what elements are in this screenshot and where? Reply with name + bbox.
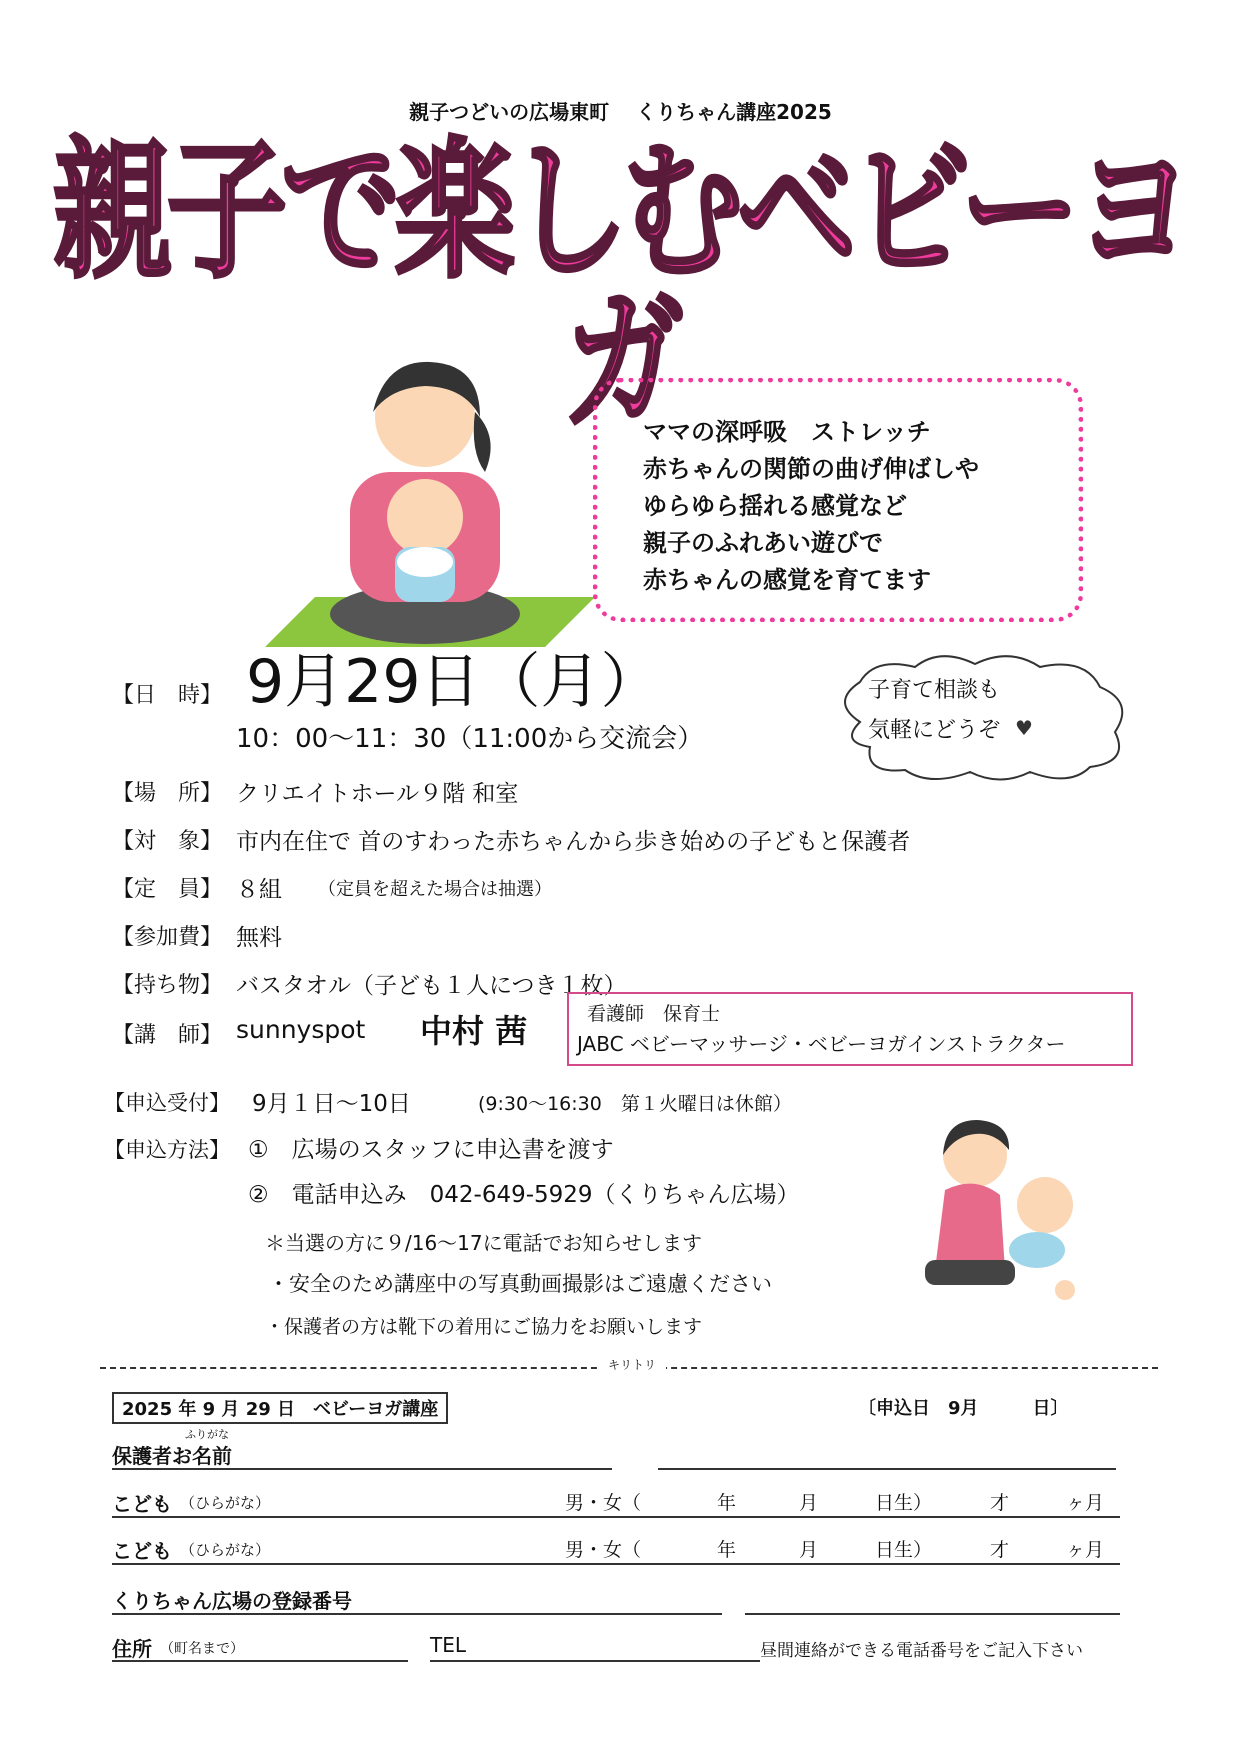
child-field[interactable] <box>112 1563 1120 1565</box>
child-gender: 男・女（ 年 月 日生） <box>565 1492 933 1514</box>
child-field[interactable] <box>112 1516 1120 1518</box>
child-hint: （ひらがな） <box>180 1541 271 1559</box>
target-value: 市内在住で 首のすわった赤ちゃんから歩き始めの子どもと保護者 <box>236 829 911 855</box>
heart-icon: ♥ <box>1015 716 1033 740</box>
place-value: クリエイトホール９階 和室 <box>236 781 519 807</box>
target-label: 【対 象】 <box>112 829 223 854</box>
note-line: ・安全のため講座中の写真動画撮影はご遠慮ください <box>268 1272 772 1296</box>
method-line: ① 広場のスタッフに申込書を渡す <box>248 1137 614 1163</box>
date-label: 【日 時】 <box>112 683 223 708</box>
address-label: 住所 <box>112 1637 152 1661</box>
child-label: こども <box>112 1539 172 1563</box>
teacher-label: 【講 師】 <box>112 1023 223 1048</box>
apply-date: 〔申込日 9月 日〕 <box>858 1398 1069 1419</box>
mother-baby-yoga-illustration <box>235 352 605 657</box>
fee-label: 【参加費】 <box>112 925 223 950</box>
capacity-value: ８組 <box>236 877 282 903</box>
tel-label: TEL <box>430 1633 466 1657</box>
capacity-note: （定員を超えた場合は抽選） <box>318 879 552 900</box>
registration-label: くりちゃん広場の登録番号 <box>112 1589 352 1613</box>
bring-value: バスタオル（子ども１人につき１枚） <box>236 973 627 999</box>
feature-line: 赤ちゃんの関節の曲げ伸ばしや <box>643 455 979 483</box>
apply-note: (9:30～16:30 第１火曜日は休館） <box>478 1093 792 1115</box>
guardian-name-field[interactable] <box>112 1468 612 1470</box>
address-hint: （町名まで） <box>160 1641 244 1657</box>
capacity-label: 【定 員】 <box>112 877 223 902</box>
form-title: 2025 年 9 月 29 日 ベビーヨガ講座 <box>112 1392 448 1424</box>
child-label: こども <box>112 1492 172 1516</box>
apply-value: 9月１日～10日 <box>252 1091 411 1117</box>
feature-line: 親子のふれあい遊びで <box>643 529 883 557</box>
furigana-label: ふりがな <box>185 1428 229 1441</box>
event-date: 9月29日（月） <box>246 647 661 717</box>
registration-extra-field[interactable] <box>745 1613 1120 1615</box>
child-age: 才 ヶ月 <box>990 1492 1105 1514</box>
feature-line: ママの深呼吸 ストレッチ <box>643 418 931 446</box>
credential-line: JABC ベビーマッサージ・ベビーヨガインストラクター <box>577 1032 1066 1056</box>
child-gender: 男・女（ 年 月 日生） <box>565 1539 933 1561</box>
teacher-org: sunnyspot <box>236 1015 366 1044</box>
mother-baby-massage-illustration <box>905 1110 1095 1310</box>
note-line: ＊当選の方に９/16～17に電話でお知らせします <box>265 1231 703 1255</box>
note-line: ・保護者の方は靴下の着用にご協力をお願いします <box>265 1316 703 1338</box>
method-label: 【申込方法】 <box>104 1138 230 1162</box>
tel-note: 昼間連絡ができる電話番号をご記入下さい <box>760 1641 1083 1661</box>
teacher-name: 中村 茜 <box>420 1012 528 1050</box>
cloud-line: 子育て相談も <box>868 678 1001 703</box>
place-label: 【場 所】 <box>112 781 223 806</box>
child-hint: （ひらがな） <box>180 1494 271 1512</box>
page-title: 親子で楽しむベビーヨガ <box>52 125 1189 450</box>
address-field[interactable] <box>112 1660 408 1662</box>
feature-line: 赤ちゃんの感覚を育てます <box>643 566 931 594</box>
cloud-line: 気軽にどうぞ <box>868 718 1001 743</box>
header-text: 親子つどいの広場東町 くりちゃん講座2025 <box>409 100 832 124</box>
registration-field[interactable] <box>112 1613 722 1615</box>
apply-label: 【申込受付】 <box>104 1091 230 1115</box>
cut-label: キリトリ <box>598 1356 666 1373</box>
guardian-label: 保護者お名前 <box>112 1444 232 1468</box>
method-line: ② 電話申込み 042-649-5929（くりちゃん広場） <box>248 1182 800 1208</box>
bring-label: 【持ち物】 <box>112 973 223 998</box>
feature-line: ゆらゆら揺れる感覚など <box>643 492 907 520</box>
credential-line: 看護師 保育士 <box>587 1003 721 1025</box>
child-age: 才 ヶ月 <box>990 1539 1105 1561</box>
fee-value: 無料 <box>236 925 282 951</box>
event-time: 10：00～11：30（11:00から交流会） <box>236 724 704 754</box>
guardian-extra-field[interactable] <box>658 1468 1116 1470</box>
tel-field[interactable] <box>430 1660 760 1662</box>
